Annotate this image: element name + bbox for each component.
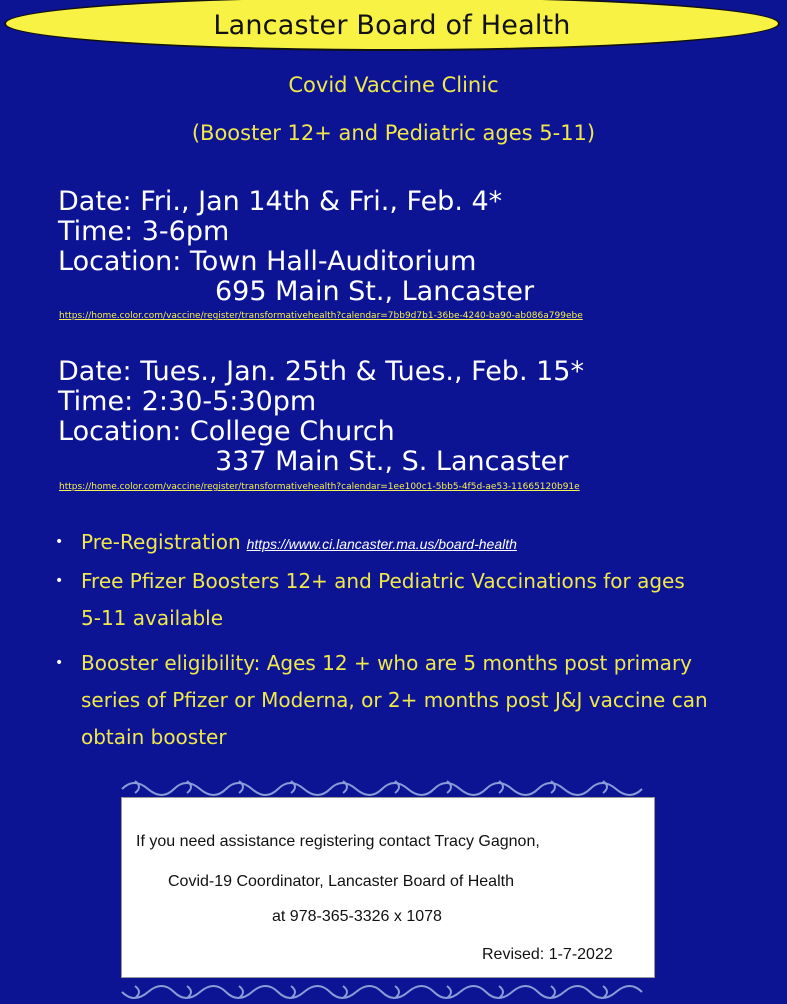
event-block-1 [58, 187, 534, 307]
contact-line-1: If you need assistance registering contact Tracy Gagnon, [136, 833, 540, 850]
header-banner [4, 0, 780, 51]
event-date: Date: Fri., Jan 14th & Fri., Feb. 4* [58, 186, 503, 217]
free-boosters-line2: 5-11 available [81, 606, 224, 630]
list-item [55, 524, 755, 563]
event-location: Location: Town Hall-Auditorium [58, 246, 477, 277]
clinic-title: Covid Vaccine Clinic [288, 73, 499, 97]
event-address: 337 Main St., S. Lancaster [215, 446, 569, 477]
bullet-icon: • [55, 534, 64, 550]
preregistration-label: Pre-Registration [81, 530, 241, 554]
event-location: Location: College Church [58, 416, 395, 447]
event-time: Time: 2:30-5:30pm [58, 386, 317, 417]
clinic-subtitle: (Booster 12+ and Pediatric ages 5-11) [191, 121, 596, 145]
eligibility-line1: Booster eligibility: Ages 12 + who are 5 months post primary [81, 651, 692, 675]
eligibility-line2: series of Pfizer or Moderna, or 2+ months post J&J vaccine can [81, 688, 708, 712]
list-item [55, 645, 755, 756]
event-registration-link[interactable]: https://home.color.com/vaccine/register/transformativehealth?calendar=1ee100c1-5bb5-4f5d-ae53-11665120b91e [59, 482, 580, 492]
contact-phone: at 978-365-3326 x 1078 [272, 908, 442, 925]
header-title: Lancaster Board of Health [213, 10, 571, 41]
preregistration-link[interactable]: https://www.ci.lancaster.ma.us/board-health [246, 536, 517, 552]
scroll-ornament-bottom [120, 982, 654, 1004]
bullet-icon: • [55, 655, 64, 671]
event-registration-link[interactable]: https://home.color.com/vaccine/register/transformativehealth?calendar=7bb9d7b1-36be-4240-ba90-ab086a799ebe [59, 311, 583, 321]
contact-box [121, 797, 655, 978]
event-date: Date: Tues., Jan. 25th & Tues., Feb. 15* [58, 356, 584, 387]
event-time: Time: 3-6pm [58, 216, 230, 247]
bullet-icon: • [55, 573, 64, 589]
revised-date: Revised: 1-7-2022 [482, 946, 613, 963]
eligibility-line3: obtain booster [81, 725, 227, 749]
event-block-2 [58, 357, 584, 477]
list-item [55, 563, 755, 637]
info-bullet-list [55, 524, 755, 756]
event-address: 695 Main St., Lancaster [215, 276, 535, 307]
free-boosters-line1: Free Pfizer Boosters 12+ and Pediatric Vaccinations for ages [81, 569, 685, 593]
contact-line-2: Covid-19 Coordinator, Lancaster Board of Health [168, 873, 514, 890]
scroll-ornament-top [120, 775, 654, 799]
